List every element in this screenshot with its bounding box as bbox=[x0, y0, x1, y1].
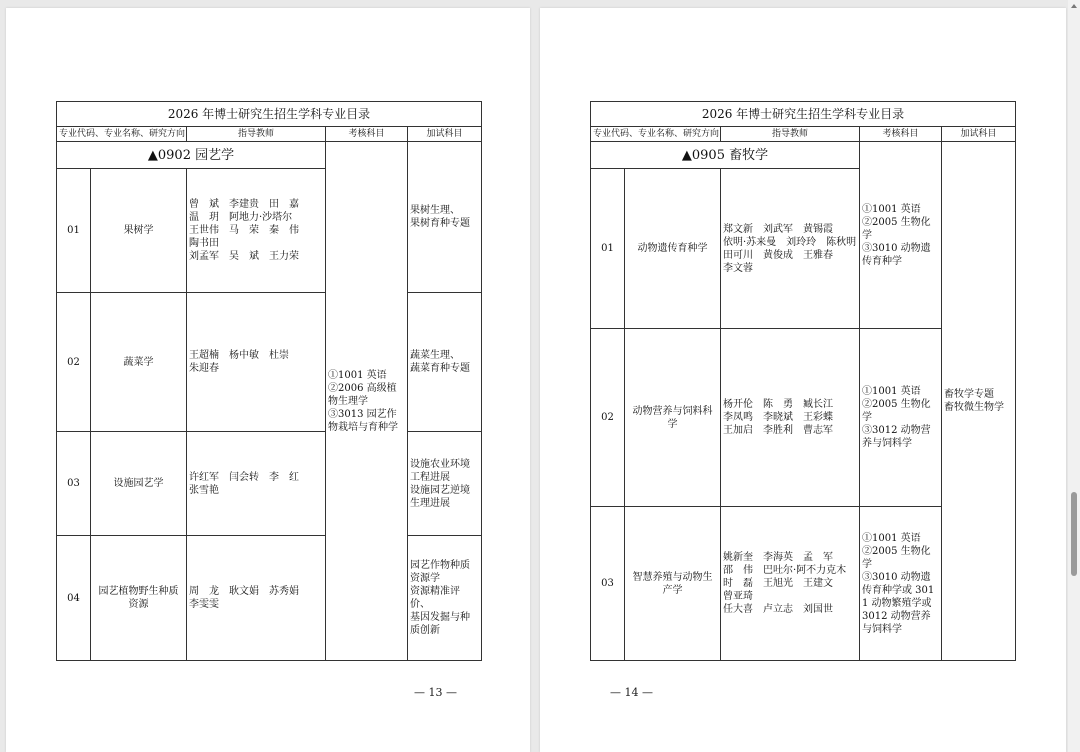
header-extra: 加试科目 bbox=[408, 127, 482, 142]
vertical-scrollbar[interactable] bbox=[1068, 0, 1080, 752]
table-title: 2026 年博士研究生招生学科专业目录 bbox=[57, 102, 482, 127]
catalog-table bbox=[56, 101, 482, 661]
page-number: — 14 — bbox=[610, 686, 653, 699]
direction-code: 03 bbox=[591, 507, 625, 661]
advisor-list: 郑文新 刘武军 黄锡霞 依明·苏来曼 刘玲玲 陈秋明 田可川 黄俊成 王雅春 李文蓉 bbox=[721, 169, 860, 329]
table-row bbox=[57, 432, 482, 536]
subject-heading: ▲0902 园艺学 bbox=[57, 142, 326, 169]
direction-code: 04 bbox=[57, 536, 91, 661]
advisor-list: 周 龙 耿文娟 苏秀娟 李雯雯 bbox=[187, 536, 326, 661]
scroll-up-icon[interactable] bbox=[1071, 4, 1077, 8]
advisor-list: 许红军 闫会转 李 红 张雪艳 bbox=[187, 432, 326, 536]
exam-subjects: ①1001 英语 ②2005 生物化学 ③3012 动物营养与饲料学 bbox=[860, 329, 942, 507]
document-page-13 bbox=[6, 8, 530, 752]
advisor-list: 曾 斌 李建贵 田 嘉 温 玥 阿地力·沙塔尔 王世伟 马 荣 秦 伟 陶书田 刘孟军 吴 斌 王力荣 bbox=[187, 169, 326, 293]
table-title: 2026 年博士研究生招生学科专业目录 bbox=[591, 102, 1016, 127]
direction-name: 果树学 bbox=[91, 169, 187, 293]
exam-subjects: ①1001 英语 ②2006 高级植物生理学 ③3013 园艺作物栽培与育种学 bbox=[326, 142, 408, 661]
direction-code: 01 bbox=[57, 169, 91, 293]
direction-name: 动物遗传育种学 bbox=[625, 169, 721, 329]
subject-heading: ▲0905 畜牧学 bbox=[591, 142, 860, 169]
direction-name: 动物营养与饲料科 学 bbox=[625, 329, 721, 507]
scrollbar-thumb[interactable] bbox=[1071, 492, 1077, 576]
header-advisor: 指导教师 bbox=[187, 127, 326, 142]
table-row bbox=[57, 536, 482, 661]
header-extra: 加试科目 bbox=[942, 127, 1016, 142]
direction-code: 03 bbox=[57, 432, 91, 536]
advisor-list: 王超楠 杨中敏 杜崇 朱迎春 bbox=[187, 293, 326, 432]
page-number: — 13 — bbox=[414, 686, 457, 699]
header-advisor: 指导教师 bbox=[721, 127, 860, 142]
extra-subjects: 园艺作物种质 资源学 资源精准评价、 基因发掘与种 质创新 bbox=[408, 536, 482, 661]
header-major: 专业代码、专业名称、研究方向 bbox=[591, 127, 721, 142]
direction-code: 01 bbox=[591, 169, 625, 329]
direction-name: 园艺植物野生种质 资源 bbox=[91, 536, 187, 661]
catalog-table bbox=[590, 101, 1016, 661]
advisor-list: 姚新奎 李海英 孟 军 邵 伟 巴吐尔·阿不力克木 时 磊 王旭光 王建文 曾亚琦 任大喜 卢立志 刘国世 bbox=[721, 507, 860, 661]
header-exam: 考核科目 bbox=[860, 127, 942, 142]
document-page-14 bbox=[540, 8, 1066, 752]
header-exam: 考核科目 bbox=[326, 127, 408, 142]
table-row bbox=[57, 293, 482, 432]
direction-code: 02 bbox=[591, 329, 625, 507]
direction-code: 02 bbox=[57, 293, 91, 432]
exam-subjects: ①1001 英语 ②2005 生物化学 ③3010 动物遗传育种学 bbox=[860, 142, 942, 329]
advisor-list: 杨开伦 陈 勇 臧长江 李凤鸣 李晓斌 王彩蝶 王加启 李胜利 曹志军 bbox=[721, 329, 860, 507]
exam-subjects: ①1001 英语 ②2005 生物化学 ③3010 动物遗传育种学或 3011 动物繁殖学或 3012 动物营养与饲料学 bbox=[860, 507, 942, 661]
extra-subjects: 设施农业环境 工程进展 设施园艺逆境 生理进展 bbox=[408, 432, 482, 536]
direction-name: 设施园艺学 bbox=[91, 432, 187, 536]
direction-name: 智慧养殖与动物生 产学 bbox=[625, 507, 721, 661]
direction-name: 蔬菜学 bbox=[91, 293, 187, 432]
extra-subjects: 蔬菜生理、 蔬菜育种专题 bbox=[408, 293, 482, 432]
extra-subjects: 畜牧学专题 畜牧微生物学 bbox=[942, 142, 1016, 661]
header-major: 专业代码、专业名称、研究方向 bbox=[57, 127, 187, 142]
extra-subjects: 果树生理、 果树育种专题 bbox=[408, 142, 482, 293]
